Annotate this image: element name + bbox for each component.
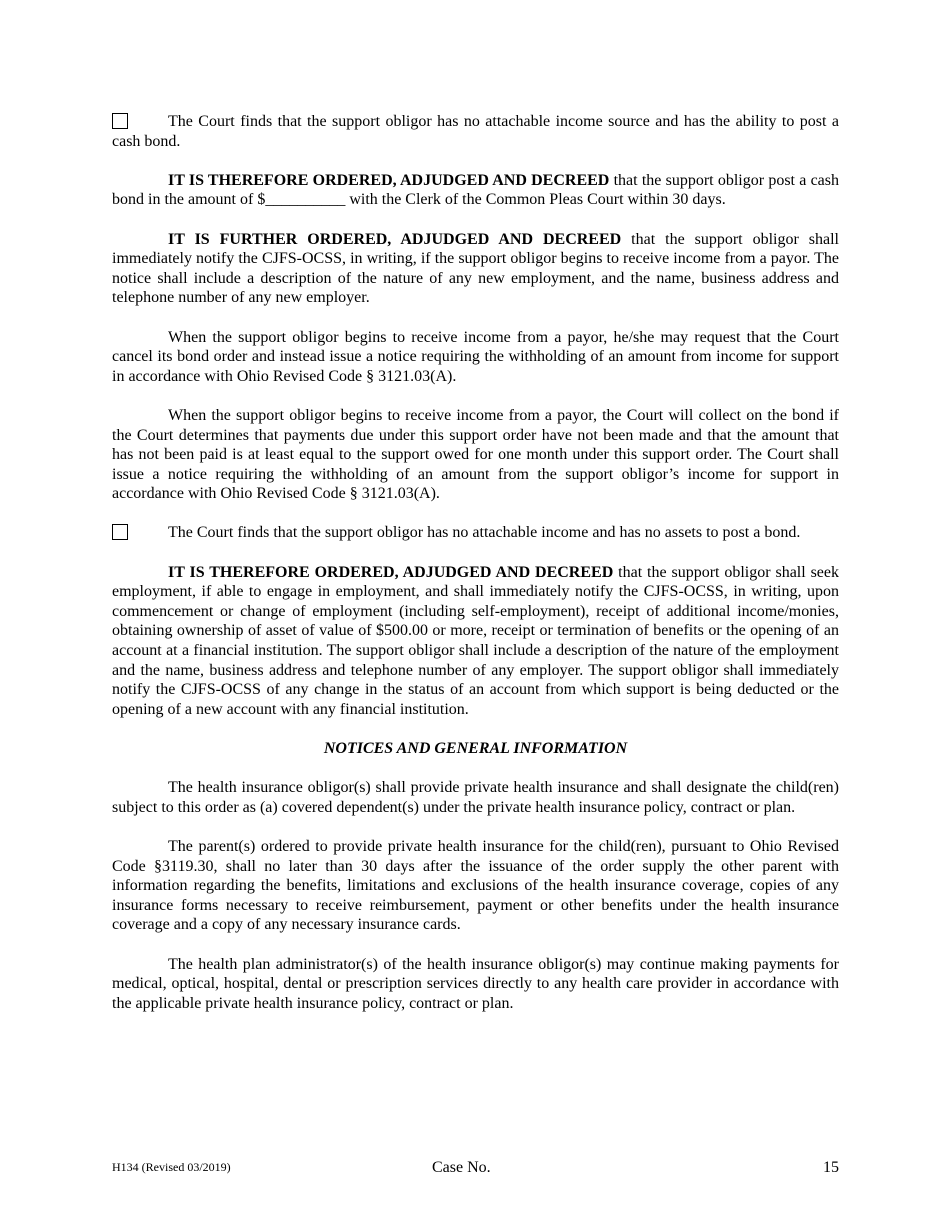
finding-cash-bond <box>112 112 839 151</box>
order-cash-bond-text: that the support obligor post a cash bond in the amount of $__________ with the Clerk of the Common Pleas Court within 30 days. <box>112 171 840 209</box>
notices-heading: NOTICES AND GENERAL INFORMATION <box>323 740 628 757</box>
order-cash-bond <box>112 171 839 210</box>
parent-insurance-paragraph: The parent(s) ordered to provide private health insurance for the child(ren), pursuant to Ohio Revised Code §3119.30, shall no later than 30 days after the issuance of the order supply the other parent with information regarding the benefits, limitations and exclusions of the health insurance coverage, copies of any insurance forms necessary to receive reimbursement, payment or other benefits under the health insurance coverage and a copy of any necessary insurance cards. <box>112 837 839 934</box>
form-id: H134 (Revised 03/2019) <box>112 1160 231 1174</box>
health-insurance-paragraph: The health insurance obligor(s) shall provide private health insurance and shall designate the child(ren) subject to this order as (a) covered dependent(s) under the private health insurance policy, contract or plan. <box>112 779 839 816</box>
order-seek-employment-heading: IT IS THEREFORE ORDERED, ADJUDGED AND DECREED <box>168 563 614 581</box>
finding-cash-bond-text: The Court finds that the support obligor has no attachable income source and has the ability to post a cash bond. <box>112 113 839 150</box>
order-seek-employment-text: that the support obligor shall seek employment, if able to engage in employment, and shall immediately notify the CJFS-OCSS, in writing, upon commencement or change of employment (including self-employment), receipt of additional income/monies, obtaining ownership of asset of value of $500.00 or more, receipt or termination of benefits or the opening of an account at a financial institution. The support obligor shall include a description of the nature of the employment and the name, business address and telephone number of any employer. The support obligor shall immediately notify the CJFS-OCSS of any change in the status of an account from which support is being deducted or the opening of a new account with any financial institution. <box>112 563 840 718</box>
order-cash-bond-heading: IT IS THEREFORE ORDERED, ADJUDGED AND DECREED <box>168 171 610 189</box>
order-notify-payor-text: that the support obligor shall immediately notify the CJFS-OCSS, in writing, if the support obligor begins to receive income from a payor. The notice shall include a description of the nature of any new employment, and the name, business address and telephone number of any new employer. <box>112 230 839 307</box>
no-assets-checkbox[interactable] <box>112 524 128 540</box>
bond-collect-paragraph: When the support obligor begins to receive income from a payor, the Court will collect on the bond if the Court determines that payments due under this support order have not been made and that the amount that has not been paid is at least equal to the support owed for one month under this support order. The Court shall issue a notice requiring the withholding of an amount from the support obligor’s income for support in accordance with Ohio Revised Code § 3121.03(A). <box>112 406 839 503</box>
plan-administrator-paragraph: The health plan administrator(s) of the health insurance obligor(s) may continue making payments for medical, optical, hospital, dental or prescription services directly to any health care provider in accordance with the applicable private health insurance policy, contract or plan. <box>112 955 839 1012</box>
case-number-label: Case No. <box>432 1159 491 1176</box>
order-notify-payor-heading: IT IS FURTHER ORDERED, ADJUDGED AND DECREED <box>168 230 622 248</box>
order-notify-payor <box>112 230 839 308</box>
bond-cancel-paragraph: When the support obligor begins to receive income from a payor, he/she may request that the Court cancel its bond order and instead issue a notice requiring the withholding of an amount from income for support in accordance with Ohio Revised Code § 3121.03(A). <box>112 328 839 385</box>
finding-no-assets <box>112 523 839 543</box>
finding-no-assets-text: The Court finds that the support obligor has no attachable income and has no assets to post a bond. <box>168 524 801 542</box>
document-body <box>112 112 839 1013</box>
page-number: 15 <box>823 1159 839 1176</box>
page-footer <box>112 1159 839 1179</box>
cash-bond-checkbox[interactable] <box>112 113 128 129</box>
order-seek-employment <box>112 563 839 720</box>
